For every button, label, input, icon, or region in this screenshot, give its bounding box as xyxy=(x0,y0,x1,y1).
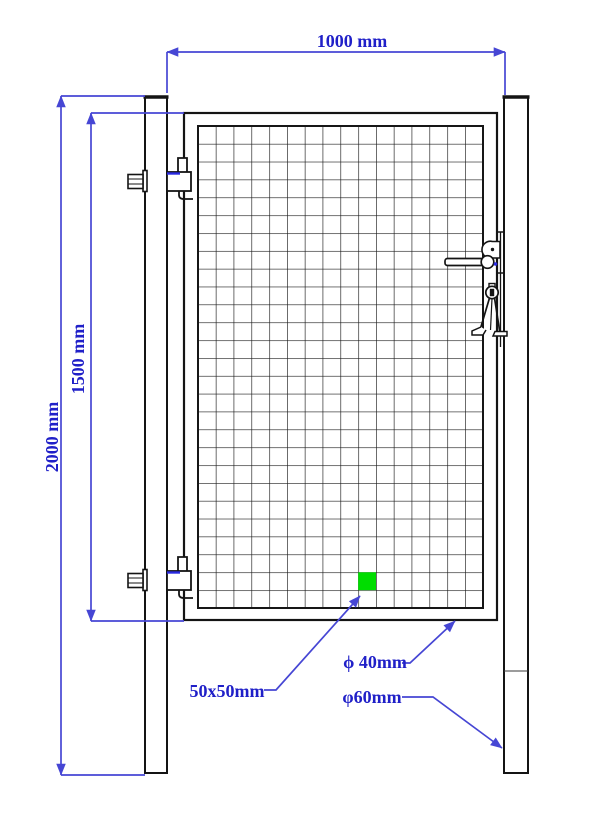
leader-frame-tube xyxy=(343,621,455,672)
leader-post-tube xyxy=(342,687,502,748)
dimension-height-outer xyxy=(42,96,145,775)
left-post xyxy=(144,97,169,773)
dimension-height-inner-label: 1500 mm xyxy=(68,323,88,395)
mesh-size-label: 50x50mm xyxy=(189,681,265,701)
dimension-height-outer-label: 2000 mm xyxy=(42,401,62,473)
post-tube-label: φ60mm xyxy=(342,687,402,707)
handle-pin xyxy=(494,262,498,266)
mesh-highlight-cell xyxy=(358,572,376,590)
hinge-bolt-head xyxy=(128,574,143,588)
frame-tube-label: ϕ 40mm xyxy=(343,652,407,672)
handle-knob xyxy=(481,256,494,269)
wire-mesh-panel xyxy=(198,126,483,608)
right-post xyxy=(503,97,530,773)
hinge-bolt-head xyxy=(128,175,143,189)
dimension-width-top xyxy=(167,31,505,95)
lock-cylinder-pin xyxy=(491,248,494,251)
dimension-width-label: 1000 mm xyxy=(316,31,388,51)
handle-bar xyxy=(445,259,486,266)
